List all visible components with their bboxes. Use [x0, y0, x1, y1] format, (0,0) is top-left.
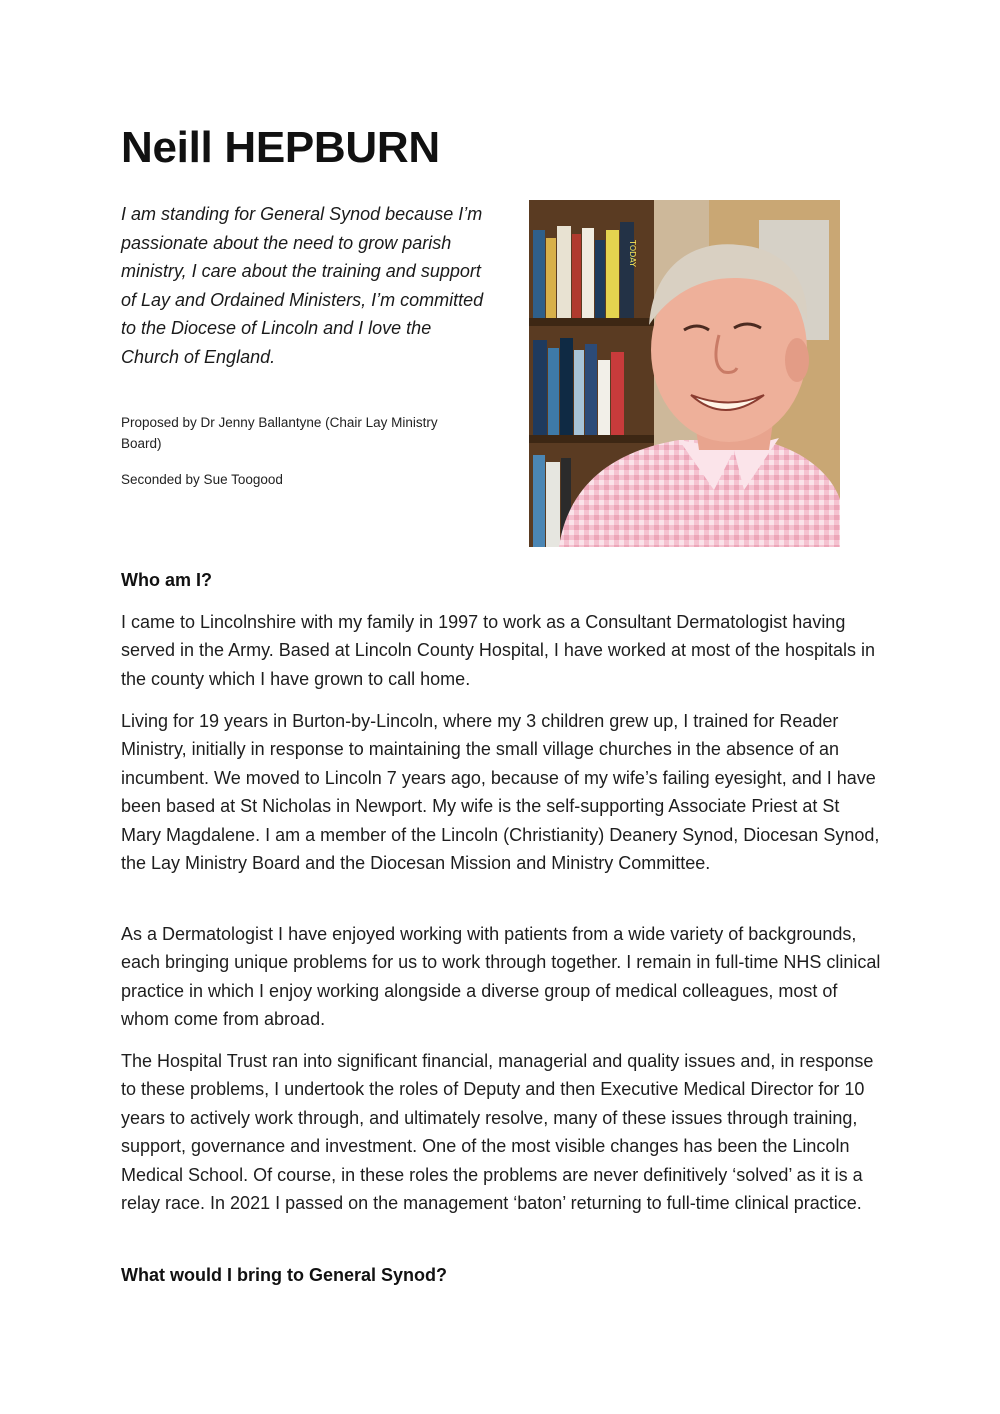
paragraph-3-block [121, 920, 881, 1034]
paragraph-3: As a Dermatologist I have enjoyed working with patients from a wide variety of backgrounds, each bringing unique problems for us to work through together. I remain in full-time NHS clinical practice in which I enjoy working alongside a diverse group of medical colleagues, most of whom come from abroad. [121, 924, 881, 1030]
paragraph-1-block [121, 608, 881, 693]
candidate-name: Neill HEPBURN [121, 123, 440, 172]
who-am-i-heading-block [121, 568, 881, 592]
paragraph-1: I came to Lincolnshire with my family in 1997 to work as a Consultant Dermatologist having served in the Army. Based at Lincoln County Hospital, I have worked at most of the hospitals in the county which I have grown to call home. [121, 612, 876, 689]
who-am-i-heading: Who am I? [121, 570, 212, 590]
candidate-photo [529, 200, 840, 547]
paragraph-2: Living for 19 years in Burton-by-Lincoln, where my 3 children grew up, I trained for Reader Ministry, initially in response to maintaining the small village churches in the absence of an incumbent. We moved to Lincoln 7 years ago, because of my wife’s failing eyesight, and I have been based at St Nicholas in Newport. My wife is the self-supporting Associate Priest at St Mary Magdalene. I am a member of the Lincoln (Christianity) Deanery Synod, Diocesan Synod, the Lay Ministry Board and the Diocesan Mission and Ministry Committee. [121, 711, 880, 874]
candidate-statement: I am standing for General Synod because I’m passionate about the need to grow parish ministry, I care about the training and support of Lay and Ordained Ministers, I’m committed to the Diocese of Lincoln and I love the Church of England. [121, 204, 484, 367]
book-label-today: TODAY [628, 240, 637, 267]
paragraph-4: The Hospital Trust ran into significant financial, managerial and quality issues and, in response to these problems, I undertook the roles of Deputy and then Executive Medical Director for 10 years to actively work through, and ultimately resolve, many of these issues through training, support, governance and investment. One of the most visible changes has been the Lincoln Medical School. Of course, in these roles the problems are never definitively ‘solved’ as it is a relay race. In 2021 I passed on the management ‘baton’ returning to full-time clinical practice. [121, 1051, 874, 1214]
general-synod-heading-block [121, 1263, 881, 1287]
general-synod-heading: What would I bring to General Synod? [121, 1265, 447, 1285]
paragraph-2-block [121, 707, 881, 877]
seconder-line: Seconded by Sue Toogood [121, 472, 283, 487]
proposer-line: Proposed by Dr Jenny Ballantyne (Chair Lay Ministry Board) [121, 415, 438, 451]
paragraph-4-block [121, 1047, 881, 1217]
